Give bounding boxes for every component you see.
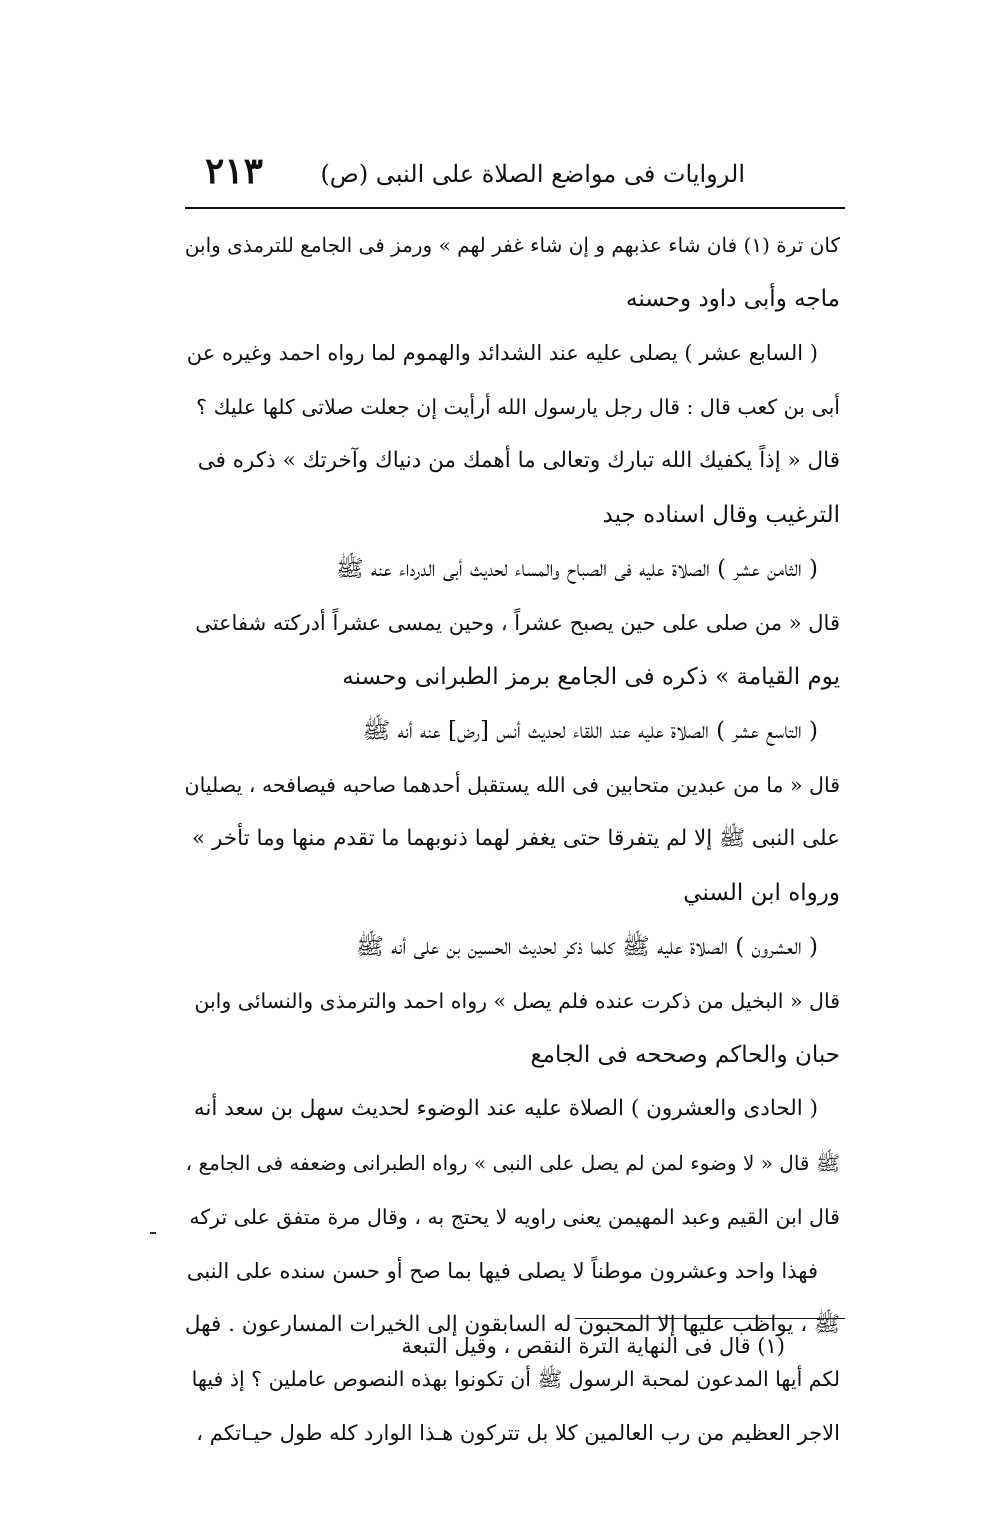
footnote: (١) قال فى النهاية الترة النقص ، وقيل التبعة — [401, 1334, 785, 1358]
text-line: كان ترة (١) فان شاء عذبهم و إن شاء غفر لهم » ورمز فى الجامع للترمذى وابن — [185, 233, 840, 257]
text-line: يوم القيامة » ذكره فى الجامع برمز الطبرانى وحسنه — [342, 664, 840, 690]
text-line: ( الثامن عشر ) الصلاة عليه فى الصباح والمساء لحديث أبى الدرداء عنه ﷺ — [335, 556, 818, 582]
text-line: لكم أيها المدعون لمحبة الرسول ﷺ أن تكونوا بهذه النصوص عاملين ؟ إذ فيها — [191, 1367, 840, 1391]
text-line: ( الحادى والعشرون ) الصلاة عليه عند الوضوء لحديث سهل بن سعد أنه — [193, 1096, 818, 1121]
text-line: قال « إذاً يكفيك الله تبارك وتعالى ما أهمك من دنياك وآخرتك » ذكره فى — [197, 448, 840, 473]
text-line: الاجر العظيم من رب العالمين كلا بل تتركون هـذا الوارد كله طول حيـاتكم ، — [196, 1421, 840, 1445]
text-line: قال « ما من عبدين متحابين فى الله يستقبل أحدهما صاحبه فيصافحه ، يصليان — [185, 773, 840, 797]
running-title: الروايات فى مواضع الصلاة على النبى (ص) — [320, 160, 745, 188]
text-line: الترغيب وقال اسناده جيد — [602, 502, 840, 528]
text-line: حبان والحاكم وصححه فى الجامع — [530, 1042, 840, 1068]
text-line: ﷺ قال « لا وضوء لمن لم يصل على النبى » رواه الطبرانى وضعفه فى الجامع ، — [185, 1151, 840, 1175]
text-line: ( العشرون ) الصلاة عليه ﷺ كلما ذكر لحديث الحسين بن على أنه ﷺ — [356, 934, 818, 960]
text-line: ورواه ابن السني — [683, 880, 840, 906]
text-line: قال ابن القيم وعبد المهيمن يعنى راويه لا يحتج به ، وقال مرة متفق على تركه — [189, 1205, 840, 1229]
text-line: ( التاسع عشر ) الصلاة عليه عند اللقاء لحديث أنس [رض] عنه أنه ﷺ — [362, 718, 818, 744]
text-line: قال « من صلى على حين يصبح عشراً ، وحين يمسى عشراً أدركته شفاعتى — [195, 611, 840, 635]
footnote-rule — [575, 1318, 845, 1319]
margin-mark — [150, 1232, 156, 1234]
text-line: على النبى ﷺ إلا لم يتفرقا حتى يغفر لهما ذنوبهما ما تقدم منها وما تأخر » — [192, 826, 840, 851]
page-header — [185, 150, 845, 200]
page-number: ٢١٣ — [205, 150, 264, 192]
main-text — [185, 218, 840, 1460]
text-line: ماجه وأبى داود وحسنه — [626, 286, 840, 312]
text-line: أبى بن كعب قال : قال رجل يارسول الله أرأيت إن جعلت صلاتى كلها عليك ؟ — [196, 395, 840, 419]
text-line: ( السابع عشر ) يصلى عليه عند الشدائد والهموم لما رواه احمد وغيره عن — [186, 341, 818, 365]
text-line: فهذا واحد وعشرون موطناً لا يصلى فيها بما صح أو حسن سنده على النبى — [186, 1259, 818, 1283]
text-line: ﷺ ، يواظب عليها إلا المحبون له السابقون إلى الخيرات المسارعون . فهل — [185, 1312, 840, 1337]
header-rule — [185, 207, 845, 209]
text-line: قال « البخيل من ذكرت عنده فلم يصل » رواه احمد والترمذى والنسائى وابن — [194, 989, 840, 1013]
